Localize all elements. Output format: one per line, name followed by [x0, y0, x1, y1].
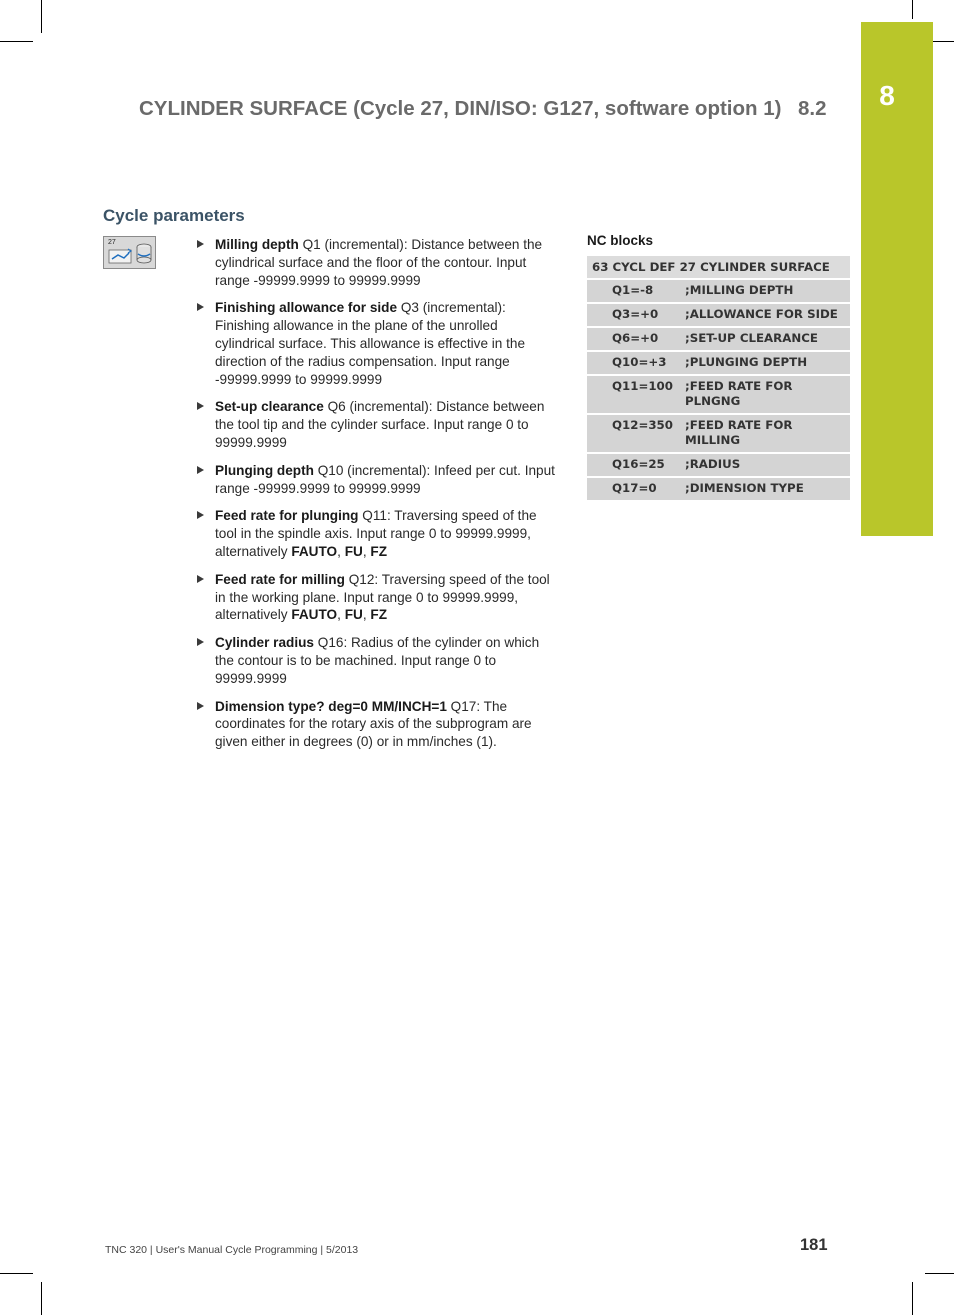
nc-blocks-table [587, 256, 850, 502]
nc-row [587, 478, 850, 502]
parameter-item [195, 299, 555, 388]
nc-blocks-title: NC blocks [587, 233, 654, 248]
section-number: 8.2 [798, 97, 827, 120]
bullet-arrow-icon [197, 511, 204, 519]
parameter-option: FU [344, 543, 363, 559]
parameter-option: FZ [370, 543, 387, 559]
nc-row [587, 280, 850, 304]
parameter-description: Q3 (incremental): Finishing allowance in the plane of the unrolled cylindrical surface. This allowance is effective in the direction of the radius compensation. Input range -99999.9999 to 99999.9999 [215, 300, 526, 387]
parameter-description: Q11: Traversing speed of the tool in the spindle axis. Input range 0 to 99999.9999, alternatively [215, 508, 537, 559]
parameter-option: FU [344, 607, 363, 623]
parameter-item [195, 571, 555, 624]
nc-parameter: Q17=0 [612, 481, 657, 495]
nc-row [587, 376, 850, 415]
bullet-arrow-icon [197, 240, 204, 248]
cylinder-milling-icon [104, 237, 155, 268]
parameter-description: Q6 (incremental): Distance between the tool tip and the cylinder surface. Input range 0 to 99999.9999 [215, 399, 545, 450]
crop-mark [912, 1282, 913, 1315]
nc-comment: ;RADIUS [685, 457, 741, 471]
bullet-arrow-icon [197, 638, 204, 646]
nc-header-row: 63 CYCL DEF 27 CYLINDER SURFACE [587, 256, 850, 280]
parameter-item [195, 398, 555, 451]
parameter-description: Q10 (incremental): Infeed per cut. Input range -99999.9999 to 99999.9999 [215, 462, 555, 496]
cycle-27-icon [103, 236, 156, 269]
parameter-name: Set-up clearance [215, 399, 324, 415]
nc-row [587, 304, 850, 328]
crop-mark [41, 1282, 42, 1315]
nc-comment: ;ALLOWANCE FOR SIDE [685, 307, 838, 321]
nc-parameter: Q12=350 [612, 418, 673, 432]
crop-mark [0, 1273, 33, 1274]
nc-comment: ;FEED RATE FOR PLNGNG [685, 379, 793, 408]
nc-parameter: Q16=25 [612, 457, 665, 471]
nc-parameter: Q3=+0 [612, 307, 659, 321]
parameter-description: Q1 (incremental): Distance between the cylindrical surface and the floor of the contour. Input range -99999.9999 to 99999.9999 [215, 237, 543, 288]
nc-row [587, 415, 850, 454]
page-header-title: CYLINDER SURFACE (Cycle 27, DIN/ISO: G127, software option 1) [139, 97, 782, 120]
footer-text: TNC 320 | User's Manual Cycle Programming | 5/2013 [105, 1244, 359, 1256]
parameter-option: FZ [370, 607, 387, 623]
parameter-item [195, 462, 555, 498]
section-title: Cycle parameters [103, 206, 245, 225]
parameter-name: Plunging depth [215, 462, 314, 478]
nc-parameter: Q10=+3 [612, 355, 667, 369]
crop-mark [0, 41, 33, 42]
parameter-description: Q17: The coordinates for the rotary axis of the subprogram are given either in degrees (0) or in mm/inches (1). [215, 698, 532, 750]
option-separator: , [362, 607, 371, 623]
crop-mark [41, 0, 42, 33]
nc-row [587, 454, 850, 478]
nc-parameter: Q1=-8 [612, 283, 654, 297]
option-separator: , [362, 543, 371, 559]
nc-row [587, 328, 850, 352]
parameter-name: Dimension type? deg=0 MM/INCH=1 [215, 698, 447, 714]
parameter-item [195, 236, 555, 289]
option-separator: , [337, 543, 345, 559]
nc-parameter: Q11=100 [612, 379, 673, 393]
bullet-arrow-icon [197, 702, 204, 710]
parameter-name: Finishing allowance for side [215, 300, 398, 316]
crop-mark [912, 0, 913, 19]
parameter-item [195, 634, 555, 687]
nc-row [587, 352, 850, 376]
parameter-name: Cylinder radius [215, 635, 314, 651]
parameter-list [195, 236, 555, 761]
parameter-name: Feed rate for plunging [215, 508, 359, 524]
chapter-number: 8 [879, 80, 895, 111]
nc-parameter: Q6=+0 [612, 331, 659, 345]
bullet-arrow-icon [197, 303, 204, 311]
nc-comment: ;MILLING DEPTH [685, 283, 794, 297]
bullet-arrow-icon [197, 466, 204, 474]
parameter-item [195, 507, 555, 560]
chapter-tab [861, 22, 933, 536]
cycle-icon-label: 27 [108, 239, 116, 246]
crop-mark [925, 1273, 954, 1274]
nc-comment: ;SET-UP CLEARANCE [685, 331, 818, 345]
bullet-arrow-icon [197, 575, 204, 583]
option-separator: , [337, 607, 345, 623]
nc-comment: ;PLUNGING DEPTH [685, 355, 808, 369]
page-number: 181 [800, 1236, 828, 1254]
parameter-name: Milling depth [215, 237, 299, 252]
nc-comment: ;DIMENSION TYPE [685, 481, 804, 495]
parameter-name: Feed rate for milling [215, 571, 345, 587]
parameter-description: Q16: Radius of the cylinder on which the contour is to be machined. Input range 0 to 99999.9999 [215, 635, 540, 686]
parameter-option: FAUTO [291, 607, 338, 623]
bullet-arrow-icon [197, 402, 204, 410]
parameter-item [195, 698, 555, 751]
parameter-option: FAUTO [291, 543, 338, 559]
parameter-description: Q12: Traversing speed of the tool in the working plane. Input range 0 to 99999.9999, alternatively [215, 571, 550, 623]
nc-comment: ;FEED RATE FOR MILLING [685, 418, 793, 447]
